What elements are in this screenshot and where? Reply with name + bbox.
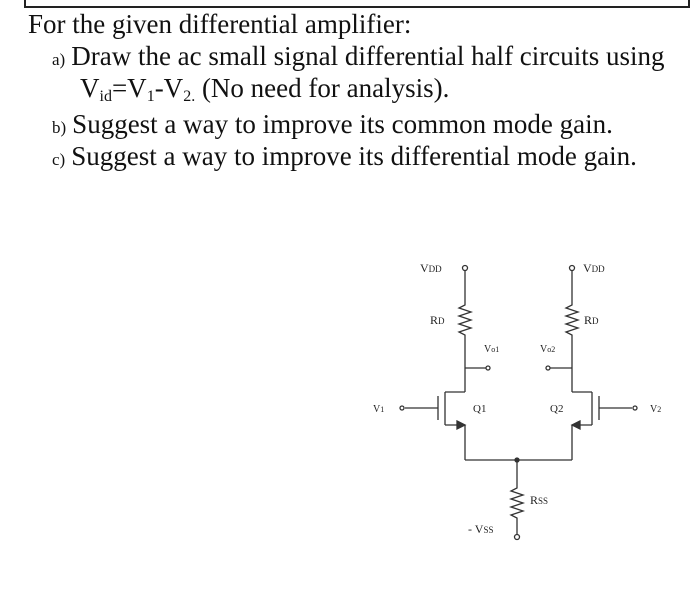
item-a-text: Draw the ac small signal differential half circuits using bbox=[71, 41, 665, 71]
question-heading: For the given differential amplifier: bbox=[28, 9, 412, 39]
rd-right-resistor bbox=[566, 298, 578, 345]
v2-label: V2 bbox=[650, 404, 662, 415]
vo1-label: Vo1 bbox=[484, 344, 500, 355]
v1-sub: 1 bbox=[146, 88, 155, 105]
vo1-terminal bbox=[486, 366, 490, 370]
v1-label: V1 bbox=[373, 404, 385, 415]
q2-label: Q2 bbox=[550, 403, 564, 415]
rd-left-label: RD bbox=[430, 313, 445, 327]
eq-v1: =V bbox=[111, 73, 147, 103]
minus-v2: -V bbox=[154, 73, 184, 103]
v2-terminal bbox=[633, 406, 637, 410]
rss-resistor bbox=[511, 482, 523, 534]
vss-node bbox=[515, 535, 520, 540]
v2-sub: 2. bbox=[183, 88, 196, 105]
vid-sub: id bbox=[99, 88, 112, 105]
q1-arrow bbox=[457, 421, 465, 429]
vss-label: - VSS bbox=[468, 522, 494, 536]
no-analysis-note: (No need for analysis). bbox=[195, 73, 450, 103]
vdd-left-label: VDD bbox=[420, 261, 442, 275]
item-marker-b: b) bbox=[52, 118, 67, 137]
vdd-right-label: VDD bbox=[583, 261, 605, 275]
vo2-terminal bbox=[546, 366, 550, 370]
vo2-label: Vo2 bbox=[540, 344, 556, 355]
item-marker-a: a) bbox=[52, 50, 66, 69]
v1-terminal bbox=[400, 406, 404, 410]
item-b-text: Suggest a way to improve its common mode gain. bbox=[72, 109, 613, 139]
item-marker-c: c) bbox=[52, 150, 66, 169]
q2-arrow bbox=[572, 421, 580, 429]
rd-left-resistor bbox=[459, 298, 471, 345]
item-c-text: Suggest a way to improve its differential mode gain. bbox=[71, 141, 637, 171]
rss-label: RSS bbox=[530, 493, 549, 507]
vid-v: V bbox=[80, 73, 100, 103]
rd-right-label: RD bbox=[584, 313, 599, 327]
q1-label: Q1 bbox=[473, 403, 487, 415]
vdd-left-node bbox=[463, 266, 468, 271]
vdd-right-node bbox=[570, 266, 575, 271]
